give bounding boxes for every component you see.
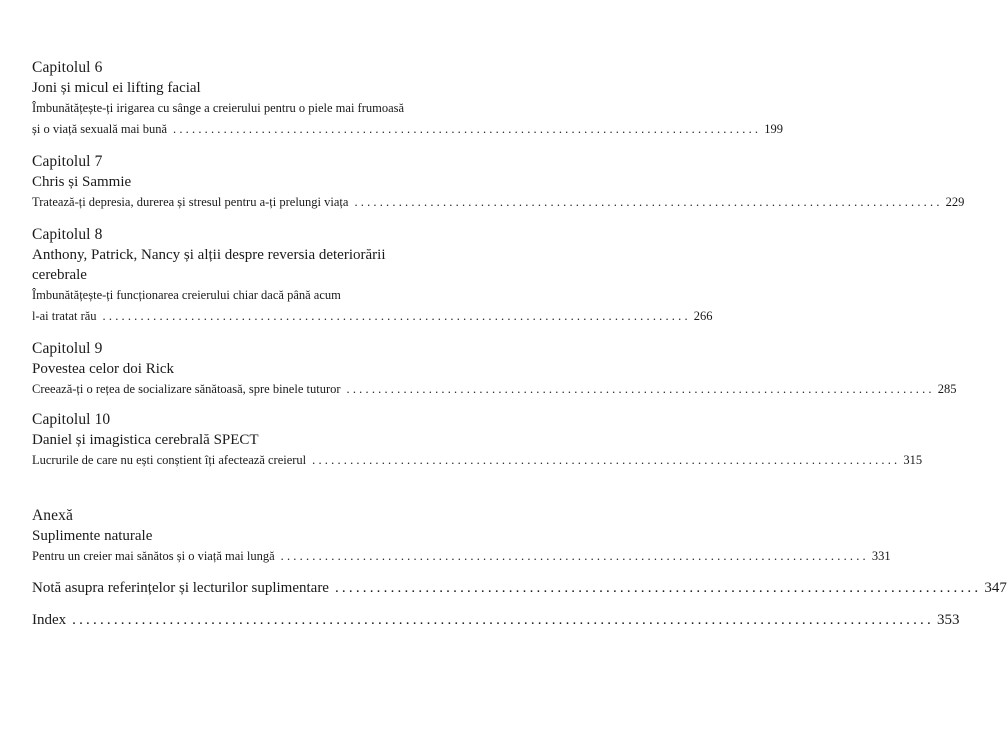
page-number[interactable]: 266 <box>693 309 713 323</box>
dot-leader: ............................................................................................. <box>354 195 943 209</box>
appendix-label: Anexă <box>32 507 73 524</box>
dot-leader: ............................................................................................. <box>102 309 691 323</box>
chapter-description-end: l-ai tratat rău <box>32 309 97 323</box>
chapter-title: Joni și micul ei lifting facial <box>32 80 201 96</box>
chapter-title: Chris și Sammie <box>32 174 132 190</box>
chapter-title: Povestea celor doi Rick <box>32 361 175 377</box>
toc-entry-chapter-7[interactable] <box>32 152 965 213</box>
toc-entry-chapter-9[interactable] <box>32 339 957 400</box>
chapter-description: Creează-ți o rețea de socializare sănătoasă, spre binele tuturor <box>32 382 341 396</box>
page-number[interactable]: 353 <box>936 612 960 628</box>
dot-leader: ............................................................................................. <box>346 382 935 396</box>
dot-leader: ............................................................................................. <box>173 122 762 136</box>
toc-entry-chapter-10[interactable] <box>32 410 923 471</box>
chapter-title: Daniel și imagistica cerebrală SPECT <box>32 432 259 448</box>
chapter-description-leader <box>32 192 965 213</box>
chapter-description: Tratează-ți depresia, durerea și stresul pentru a-ți prelungi viața <box>32 195 349 209</box>
dot-leader: ............................................................................................................................ <box>72 612 934 628</box>
toc-entry-chapter-6[interactable] <box>32 58 784 140</box>
page-number[interactable]: 331 <box>871 549 891 563</box>
toc-entry-chapter-8[interactable] <box>32 225 713 327</box>
toc-entry-notes[interactable] <box>32 578 1007 598</box>
chapter-label: Capitolul 7 <box>32 153 103 170</box>
chapter-description-leader <box>32 450 923 471</box>
dot-leader: ............................................................................................. <box>312 453 901 467</box>
page-number[interactable]: 347 <box>984 580 1007 596</box>
chapter-description-leader <box>32 306 713 327</box>
chapter-description-leader <box>32 119 784 140</box>
toc-entry-appendix[interactable] <box>32 506 891 567</box>
page-number[interactable]: 229 <box>945 195 965 209</box>
appendix-title: Suplimente naturale <box>32 528 153 544</box>
chapter-label: Capitolul 8 <box>32 226 103 243</box>
dot-leader: ............................................................................................. <box>334 580 982 596</box>
chapter-description: Îmbunătățește-ți irigarea cu sânge a creierului pentru o piele mai frumoasă <box>32 101 405 115</box>
chapter-description-end: și o viață sexuală mai bună <box>32 122 168 136</box>
appendix-description-leader <box>32 546 891 567</box>
chapter-label: Capitolul 6 <box>32 59 103 76</box>
chapter-title: Anthony, Patrick, Nancy și alții despre reversia deteriorării <box>32 247 386 263</box>
appendix-description: Pentru un creier mai sănătos și o viață mai lungă <box>32 549 275 563</box>
chapter-label: Capitolul 10 <box>32 411 111 428</box>
page-number[interactable]: 199 <box>764 122 784 136</box>
dot-leader: ............................................................................................. <box>280 549 869 563</box>
chapter-title-continued: cerebrale <box>32 267 87 283</box>
chapter-label: Capitolul 9 <box>32 340 103 357</box>
page-number[interactable]: 285 <box>937 382 957 396</box>
chapter-description-leader <box>32 379 957 400</box>
page-number[interactable]: 315 <box>903 453 923 467</box>
index-title: Index <box>32 612 67 628</box>
toc-entry-index[interactable] <box>32 610 960 630</box>
notes-title: Notă asupra referințelor și lecturilor suplimentare <box>32 580 329 596</box>
chapter-description: Lucrurile de care nu ești conștient îți afectează creierul <box>32 453 307 467</box>
chapter-description: Îmbunătățește-ți funcționarea creierului chiar dacă până acum <box>32 288 341 302</box>
